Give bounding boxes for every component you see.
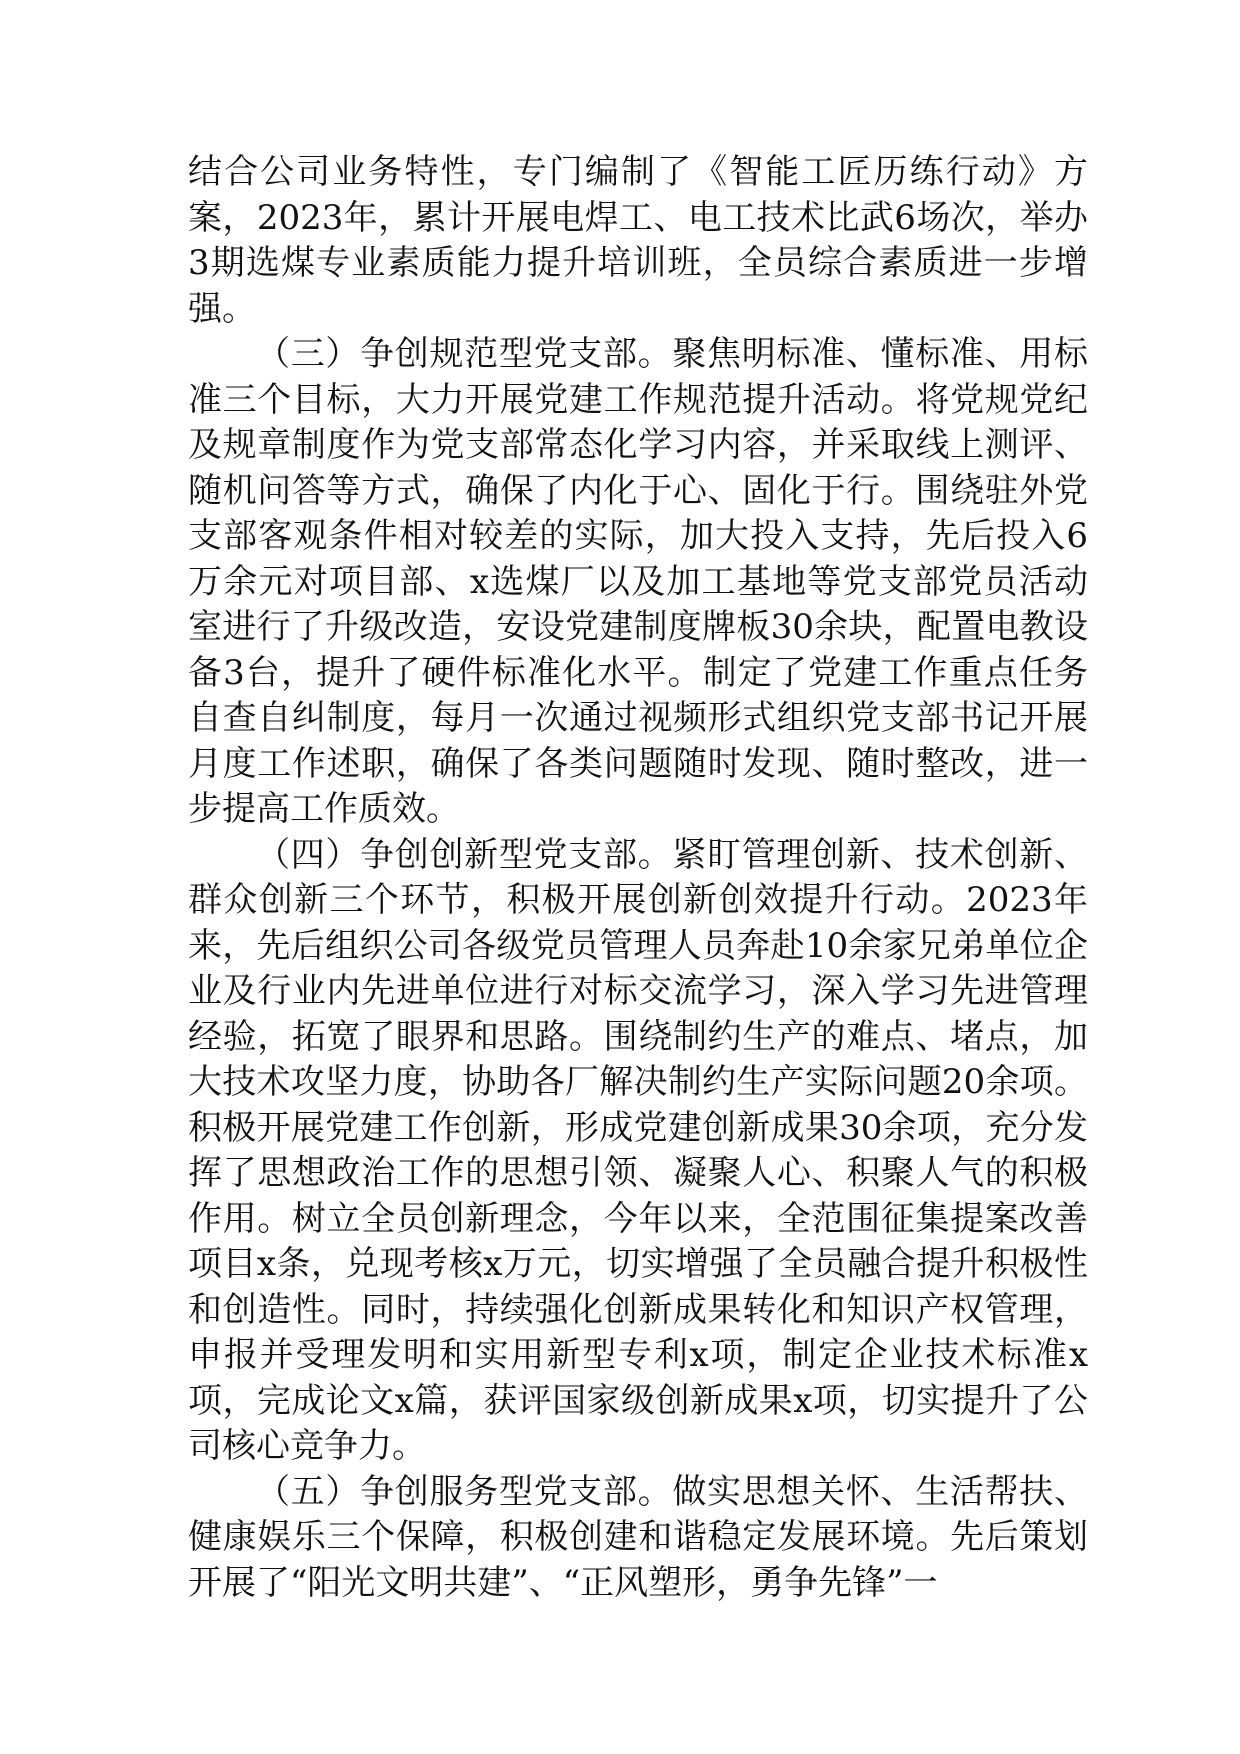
paragraph-innovative-branch: （四）争创创新型党支部。紧盯管理创新、技术创新、群众创新三个环节，积极开展创新创效提升行动。2023年来，先后组织公司各级党员管理人员奔赴10余家兄弟单位企业及行业内先进单位进行对标交流学习，深入学习先进管理经验，拓宽了眼界和思路。围绕制约生产的难点、堵点，加大技术攻坚力度，协助各厂解决制约生产实际问题20余项。积极开展党建工作创新，形成党建创新成果30余项，充分发挥了思想政治工作的思想引领、凝聚人心、积聚人气的积极作用。树立全员创新理念，今年以来，全范围征集提案改善项目x条，兑现考核x万元，切实增强了全员融合提升积极性和创造性。同时，持续强化创新成果转化和知识产权管理，申报并受理发明和实用新型专利x项，制定企业技术标准x项，完成论文x篇，获评国家级创新成果x项，切实提升了公司核心竞争力。 [188, 834, 1088, 1466]
document-body [188, 150, 1088, 1606]
paragraph-training: 结合公司业务特性，专门编制了《智能工匠历练行动》方案，2023年，累计开展电焊工、电工技术比武6场次，举办3期选煤专业素质能力提升培训班，全员综合素质进一步增强。 [188, 152, 1088, 329]
paragraph-standardized-branch: （三）争创规范型党支部。聚焦明标准、懂标准、用标准三个目标，大力开展党建工作规范提升活动。将党规党纪及规章制度作为党支部常态化学习内容，并采取线上测评、随机问答等方式，确保了内化于心、固化于行。围绕驻外党支部客观条件相对较差的实际，加大投入支持，先后投入6万余元对项目部、x选煤厂以及加工基地等党支部党员活动室进行了升级改造，安设党建制度牌板30余块，配置电教设备3台，提升了硬件标准化水平。制定了党建工作重点任务自查自纠制度，每月一次通过视频形式组织党支部书记开展月度工作述职，确保了各类问题随时发现、随时整改，进一步提高工作质效。 [188, 334, 1088, 829]
paragraph-service-branch: （五）争创服务型党支部。做实思想关怀、生活帮扶、健康娱乐三个保障，积极创建和谐稳定发展环境。先后策划开展了“阳光文明共建”、“正风塑形，勇争先锋”一 [188, 1471, 1088, 1603]
